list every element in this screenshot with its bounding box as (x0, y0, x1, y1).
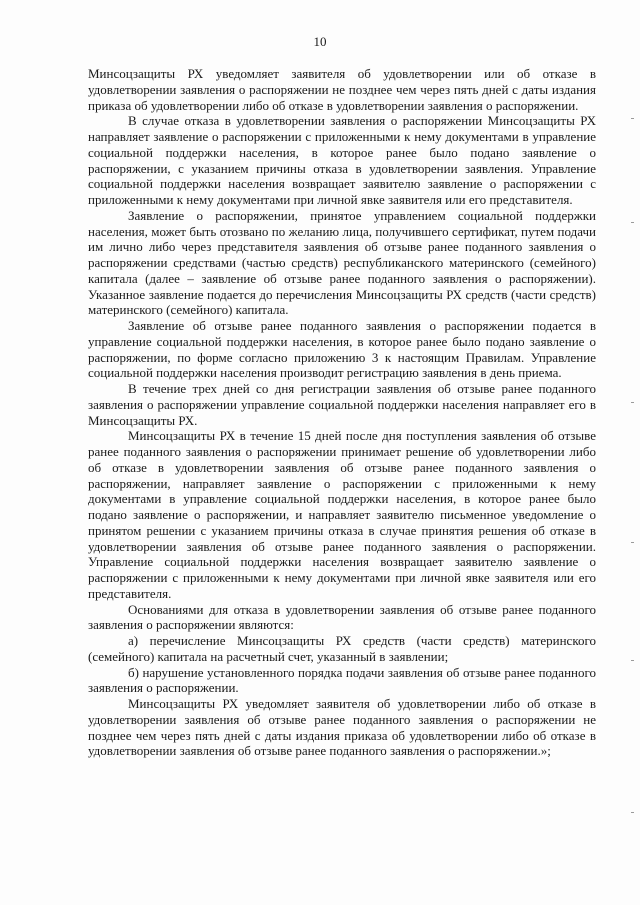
paragraph: Заявление о распоряжении, принятое управлением социальной поддержки населения, может быть отозвано по желанию лица, получившего сертификат, путем подачи им лично либо через представителя заявления об отзыве ранее поданного заявления о распоряжении средствами (частью средств) республиканского материнского (семейного) капитала (далее – заявление об отзыве ранее поданного заявления о распоряжении). Указанное заявление подается до перечисления Минсоцзащиты РХ средств (части средств) материнского (семейного) капитала. (88, 207, 596, 318)
paragraph: Минсоцзащиты РХ уведомляет заявителя об удовлетворении либо об отказе в удовлетворении заявления об отзыве ранее поданного заявления о распоряжении не позднее чем через пять дней с даты издания приказа об удовлетворении либо об отказе в удовлетворении заявления об отзыве ранее поданного заявления о распоряжении.»; (88, 696, 596, 759)
paragraph: В случае отказа в удовлетворении заявления о распоряжении Минсоцзащиты РХ направляет заявление о распоряжении с приложенными к нему документами в управление социальной поддержки населения, в которое ранее было подано заявление о распоряжении, с указанием причины отказа в удовлетворении заявления. Управление социальной поддержки населения возвращает заявителю заявление о распоряжении с приложенными к нему документами при личной явке заявителя или его представителя. (88, 113, 596, 207)
scan-mark (631, 118, 634, 119)
document-body (88, 66, 596, 759)
scan-mark (631, 660, 634, 661)
list-item: а) перечисление Минсоцзащиты РХ средств (части средств) материнского (семейного) капитала на расчетный счет, указанный в заявлении; (88, 633, 596, 664)
paragraph: Заявление об отзыве ранее поданного заявления о распоряжении подается в управление социальной поддержки населения, в которое ранее было подано заявление о распоряжении, по форме согласно приложению 3 к настоящим Правилам. Управление социальной поддержки населения производит регистрацию заявления в день приема. (88, 318, 596, 381)
scan-mark (631, 542, 634, 543)
scan-mark (631, 402, 634, 403)
scan-mark (631, 222, 634, 223)
paragraph: Основаниями для отказа в удовлетворении заявления об отзыве ранее поданного заявления о распоряжении являются: (88, 601, 596, 633)
paragraph: Минсоцзащиты РХ уведомляет заявителя об удовлетворении или об отказе в удовлетворении заявления о распоряжении не позднее чем через пять дней с даты издания приказа об удовлетворении либо об отказе в удовлетворении заявления о распоряжении. (88, 66, 596, 113)
paragraph: В течение трех дней со дня регистрации заявления об отзыве ранее поданного заявления о распоряжении управление социальной поддержки населения направляет его в Минсоцзащиты РХ. (88, 381, 596, 428)
paragraph: Минсоцзащиты РХ в течение 15 дней после дня поступления заявления об отзыве ранее поданного заявления о распоряжении принимает решение об удовлетворении либо об отказе в удовлетворении заявления об отзыве ранее поданного заявления о распоряжении, направляет заявление о распоряжении с приложенными к нему документами в управление социальной поддержки населения, в которое ранее было подано заявление о распоряжении, и направляет заявителю письменное уведомление о принятом решении с указанием причины отказа в случае принятия решения об отказе в удовлетворении заявления об отзыве ранее поданного заявления о распоряжении. Управление социальной поддержки населения возвращает заявителю заявление о распоряжении с приложенными к нему документами при личной явке заявителя или его представителя. (88, 428, 596, 601)
scan-mark (631, 812, 634, 813)
page-number: 10 (313, 34, 327, 49)
list-item: б) нарушение установленного порядка подачи заявления об отзыве ранее поданного заявления о распоряжении. (88, 664, 596, 696)
